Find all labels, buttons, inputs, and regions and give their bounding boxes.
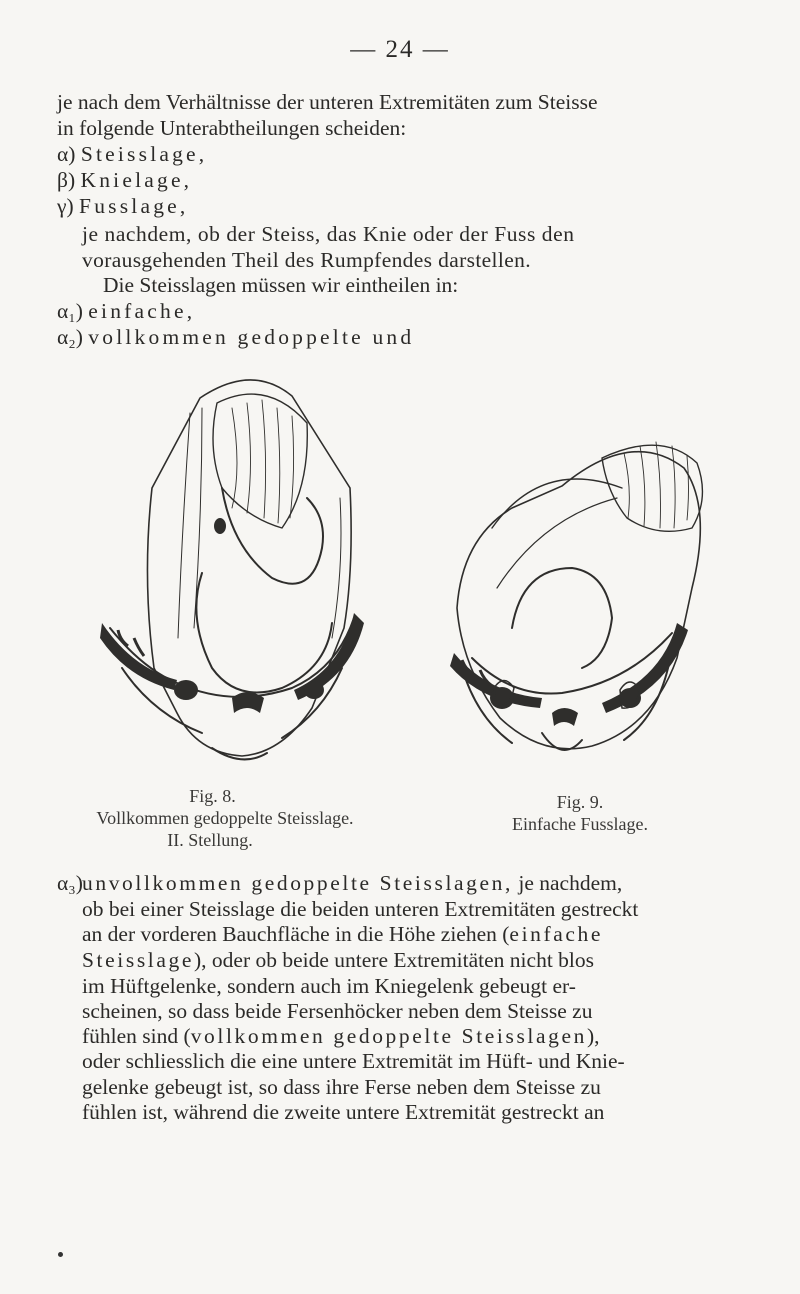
- text-segment: gelenke gebeugt ist, so dass ihre Ferse neben dem Steisse zu: [82, 1075, 601, 1099]
- list-label: Steisslage,: [80, 142, 208, 166]
- breech-presentation-drawing: [82, 368, 382, 778]
- text-line: [82, 973, 576, 999]
- text-line: [82, 1074, 601, 1100]
- emphasized-text: vollkommen gedoppelte Steisslagen: [190, 1024, 587, 1048]
- list-marker: β): [57, 168, 76, 192]
- page-number: — 24 —: [350, 36, 450, 63]
- list-label: einfache,: [88, 299, 196, 323]
- list-item: [57, 167, 192, 193]
- stray-mark: [58, 1252, 63, 1257]
- text-line: [82, 1023, 600, 1049]
- list-label: vollkommen gedoppelte und: [88, 325, 415, 349]
- text-segment: oder schliesslich die eine untere Extremität im Hüft- und Knie-: [82, 1049, 625, 1073]
- text-segment: an der vorderen Bauchfläche in die Höhe ziehen (: [82, 922, 510, 946]
- figure-9-caption: [450, 791, 710, 835]
- text-segment: fühlen sind (: [82, 1024, 191, 1048]
- figure-8-illustration: [82, 368, 382, 778]
- caption-line: Einfache Fusslage.: [512, 814, 648, 834]
- text-segment: fühlen ist, während die zweite untere Extremität gestreckt an: [82, 1100, 605, 1124]
- text-line: [82, 1099, 604, 1125]
- foot-presentation-drawing: [392, 368, 722, 778]
- list-label: Fusslage,: [79, 194, 189, 218]
- text-line: je nachdem, ob der Steiss, das Knie oder der Fuss den: [82, 222, 575, 246]
- list-marker: α₂): [57, 325, 83, 349]
- text-line: [82, 998, 592, 1024]
- caption-line: Vollkommen gedoppelte Steisslage.: [96, 808, 354, 828]
- list-marker: α₁): [57, 299, 83, 323]
- figure-8-caption: [60, 785, 390, 851]
- text-segment: je nachdem,: [512, 871, 623, 895]
- list-marker: α₃): [57, 871, 83, 895]
- list-marker: γ): [57, 194, 74, 218]
- text-segment: ob bei einer Steisslage die beiden unteren Extremitäten gestreckt: [82, 897, 639, 921]
- list-item: [57, 298, 195, 324]
- list-label: Knielage,: [80, 168, 193, 192]
- text-segment: ),: [587, 1024, 600, 1048]
- list-marker: α): [57, 142, 76, 166]
- figure-number: Fig. 8.: [189, 786, 236, 806]
- figure-number: Fig. 9.: [556, 792, 604, 812]
- text-segment: ), oder ob beide untere Extremitäten nicht blos: [194, 948, 595, 972]
- intro-line: je nach dem Verhältnisse der unteren Extremitäten zum Steisse: [57, 90, 598, 114]
- text-line: [82, 870, 622, 896]
- emphasized-text: einfache: [509, 922, 604, 946]
- intro-line: in folgende Unterabtheilungen scheiden:: [57, 116, 407, 140]
- list-item: [57, 141, 207, 167]
- text-segment: scheinen, so dass beide Fersenhöcker neben dem Steisse zu: [82, 999, 593, 1023]
- text-line: [82, 947, 594, 973]
- caption-line: II. Stellung.: [167, 830, 253, 850]
- text-line: Die Steisslagen müssen wir eintheilen in:: [103, 273, 459, 297]
- figure-9-illustration: [392, 368, 722, 778]
- text-line: [82, 1048, 625, 1074]
- text-segment: im Hüftgelenke, sondern auch im Kniegelenk gebeugt er-: [82, 974, 576, 998]
- emphasized-text: unvollkommen gedoppelte Steisslagen,: [82, 871, 513, 895]
- text-line: [82, 896, 638, 922]
- emphasized-text: Steisslage: [82, 948, 194, 972]
- list-item: [57, 324, 414, 350]
- text-line: vorausgehenden Theil des Rumpfendes darstellen.: [82, 248, 531, 272]
- list-item: [57, 193, 188, 219]
- text-line: [82, 921, 603, 947]
